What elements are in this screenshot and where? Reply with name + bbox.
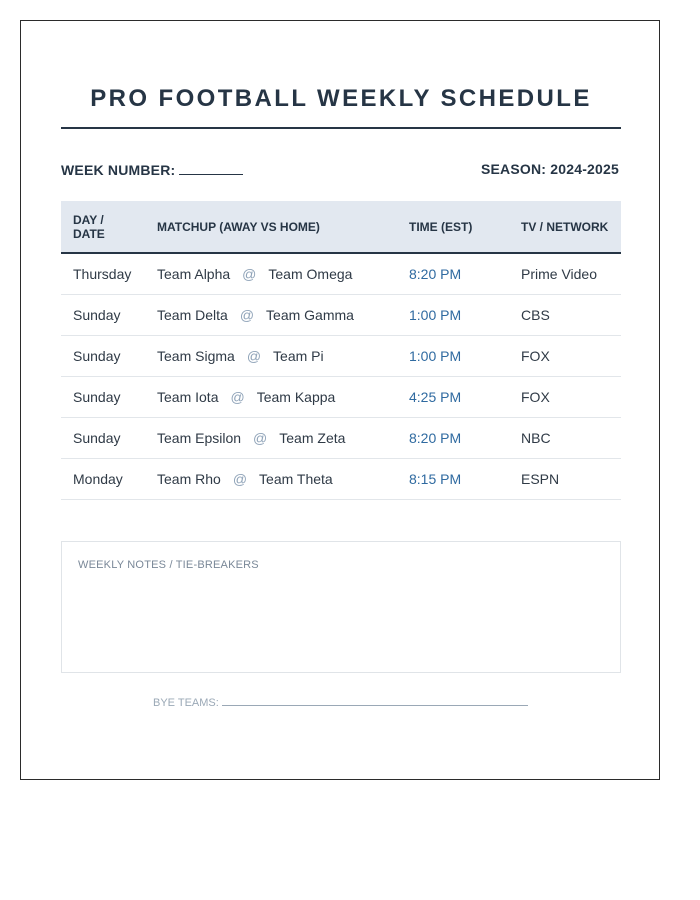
weekly-notes-box[interactable] xyxy=(61,541,621,673)
at-symbol: @ xyxy=(230,388,245,405)
title-divider xyxy=(61,127,621,129)
away-team: Team Alpha xyxy=(157,265,231,282)
weekly-notes-label: WEEKLY NOTES / TIE-BREAKERS xyxy=(78,559,259,571)
home-team: Team Theta xyxy=(259,470,333,487)
cell-tv: NBC xyxy=(509,417,621,458)
cell-time: 8:15 PM xyxy=(397,458,509,499)
table-header-row xyxy=(61,201,621,253)
home-team: Team Omega xyxy=(268,265,353,282)
page-title: PRO FOOTBALL WEEKLY SCHEDULE xyxy=(90,85,592,112)
season-label: SEASON: 2024-2025 xyxy=(480,161,619,177)
cell-matchup xyxy=(145,335,397,376)
cell-tv: ESPN xyxy=(509,458,621,499)
home-team: Team Pi xyxy=(273,347,324,364)
away-team: Team Sigma xyxy=(157,347,235,364)
week-number-field xyxy=(61,161,243,178)
at-symbol: @ xyxy=(232,470,248,487)
at-symbol: @ xyxy=(253,429,268,446)
cell-tv: FOX xyxy=(509,335,621,376)
table-row xyxy=(61,458,621,499)
schedule-page xyxy=(20,20,660,780)
week-number-label: WEEK NUMBER: xyxy=(61,162,176,178)
table-row xyxy=(61,376,621,417)
cell-matchup xyxy=(145,417,397,458)
cell-tv: CBS xyxy=(509,294,621,335)
cell-time: 1:00 PM xyxy=(397,335,509,376)
header-day-date: DAY / DATE xyxy=(61,201,145,253)
at-symbol: @ xyxy=(239,306,255,323)
header-matchup: MATCHUP (AWAY VS HOME) xyxy=(145,201,397,253)
cell-matchup xyxy=(145,458,397,499)
cell-time: 8:20 PM xyxy=(397,253,509,294)
bye-teams-label: BYE TEAMS: xyxy=(153,697,219,709)
header-tv-network: TV / NETWORK xyxy=(509,201,621,253)
schedule-table xyxy=(61,201,621,500)
week-number-blank[interactable] xyxy=(179,161,243,175)
home-team: Team Kappa xyxy=(256,388,336,405)
cell-day: Sunday xyxy=(61,417,145,458)
table-row xyxy=(61,417,621,458)
away-team: Team Epsilon xyxy=(157,429,242,446)
home-team: Team Gamma xyxy=(266,306,354,323)
header-time: TIME (EST) xyxy=(397,201,509,253)
cell-day: Monday xyxy=(61,458,145,499)
at-symbol: @ xyxy=(242,265,257,282)
cell-day: Sunday xyxy=(61,376,145,417)
cell-matchup xyxy=(145,294,397,335)
cell-tv: Prime Video xyxy=(509,253,621,294)
cell-day: Thursday xyxy=(61,253,145,294)
bye-teams-field xyxy=(153,695,528,709)
table-row xyxy=(61,294,621,335)
at-symbol: @ xyxy=(246,347,262,364)
cell-day: Sunday xyxy=(61,335,145,376)
cell-tv: FOX xyxy=(509,376,621,417)
cell-matchup xyxy=(145,376,397,417)
away-team: Team Rho xyxy=(157,470,221,487)
cell-day: Sunday xyxy=(61,294,145,335)
table-row xyxy=(61,335,621,376)
cell-matchup xyxy=(145,253,397,294)
table-row xyxy=(61,253,621,294)
away-team: Team Iota xyxy=(157,388,219,405)
away-team: Team Delta xyxy=(157,306,228,323)
cell-time: 4:25 PM xyxy=(397,376,509,417)
bye-teams-blank[interactable] xyxy=(222,695,528,706)
home-team: Team Zeta xyxy=(279,429,346,446)
cell-time: 1:00 PM xyxy=(397,294,509,335)
cell-time: 8:20 PM xyxy=(397,417,509,458)
